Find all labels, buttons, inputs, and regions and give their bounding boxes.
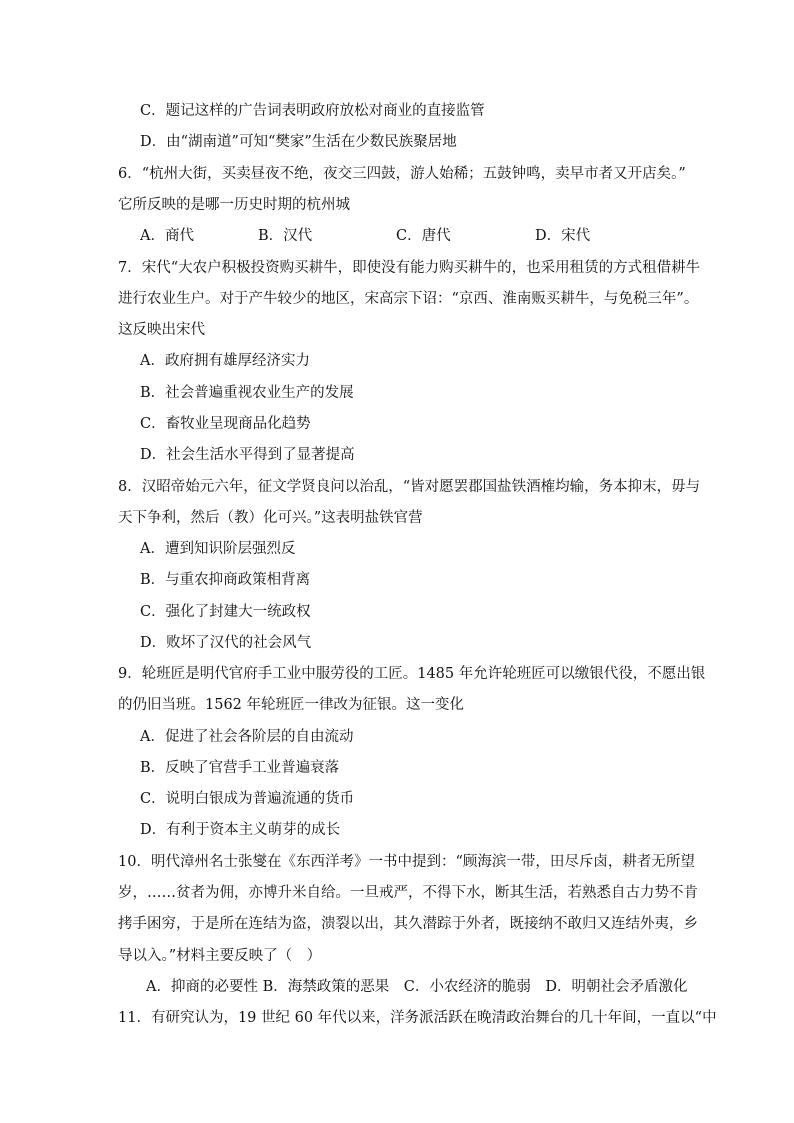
option-d-q8: D．败坏了汉代的社会风气 bbox=[140, 635, 312, 651]
option-b-q6: B．汉代 bbox=[258, 228, 313, 244]
option-c-q9: C．说明白银成为普遍流通的货币 bbox=[140, 791, 355, 807]
option-a-q9: A．促进了社会各阶层的自由流动 bbox=[140, 729, 354, 745]
option-a-q8: A．遭到知识阶层强烈反 bbox=[140, 541, 296, 557]
question-6-line-2: 它所反映的是哪一历史时期的杭州城 bbox=[118, 197, 350, 213]
question-10-options: A．抑商的必要性 B．海禁政策的恶果 C．小农经济的脆弱 D．明朝社会矛盾激化 bbox=[146, 979, 688, 995]
option-c-q8: C．强化了封建大一统政权 bbox=[140, 604, 311, 620]
question-10-line-1: 10．明代漳州名士张燮在《东西洋考》一书中提到：“顾海滨一带，田尽斥卤，耕者无所望 bbox=[118, 854, 695, 870]
question-7-line-3: 这反映出宋代 bbox=[118, 322, 205, 338]
question-7-line-2: 进行农业生户。对于产牛较少的地区，宋高宗下诏：“京西、淮南贩买耕牛，与免税三年”。 bbox=[118, 291, 699, 307]
option-c-q7: C．畜牧业呈现商品化趋势 bbox=[140, 416, 311, 432]
option-d-q6: D．宋代 bbox=[535, 228, 591, 244]
option-c-q6: C．唐代 bbox=[396, 228, 451, 244]
option-b-q7: B．社会普遍重视农业生产的发展 bbox=[140, 385, 354, 401]
option-d-q9: D．有利于资本主义萌芽的成长 bbox=[140, 822, 341, 838]
option-d-q5: D．由“湖南道”可知“樊家”生活在少数民族聚居地 bbox=[140, 134, 457, 150]
option-b-q9: B．反映了官营手工业普遍衰落 bbox=[140, 760, 340, 776]
question-8-line-2: 天下争利，然后（教）化可兴。”这表明盐铁官营 bbox=[118, 510, 423, 526]
option-a-q7: A．政府拥有雄厚经济实力 bbox=[140, 353, 310, 369]
question-9-line-1: 9．轮班匠是明代官府手工业中服劳役的工匠。1485 年允许轮班匠可以缴银代役，不愿出银 bbox=[118, 666, 706, 682]
question-7-line-1: 7．宋代“大农户积极投资购买耕牛，即使没有能力购买耕牛的，也采用租赁的方式租借耕牛 bbox=[118, 260, 701, 276]
option-a-q6: A．商代 bbox=[140, 228, 194, 244]
question-10-line-4: 导以入。”材料主要反映了（ ） bbox=[118, 948, 322, 964]
question-8-line-1: 8．汉昭帝始元六年，征文学贤良问以治乱，“皆对愿罢郡国盐铁酒榷均输，务本抑末，毋与 bbox=[118, 479, 701, 495]
question-10-line-2: 岁，……贫者为佣，亦博升米自给。一旦戒严，不得下水，断其生活，若熟悉自古力势不肯 bbox=[118, 885, 698, 901]
question-11-line-1: 11．有研究认为，19 世纪 60 年代以来，洋务派活跃在晚清政治舞台的几十年间，一直以“中 bbox=[118, 1010, 717, 1026]
question-10-line-3: 拷手困穷，于是所在连结为盗，溃裂以出，其久潜踪于外者，既接纳不敢归又连结外夷，乡 bbox=[118, 916, 698, 932]
question-9-line-2: 的仍旧当班。1562 年轮班匠一律改为征银。这一变化 bbox=[118, 697, 465, 713]
option-c-q5: C．题记这样的广告词表明政府放松对商业的直接监管 bbox=[140, 103, 485, 119]
option-b-q8: B．与重农抑商政策相背离 bbox=[140, 572, 311, 588]
option-d-q7: D．社会生活水平得到了显著提高 bbox=[140, 447, 355, 463]
question-6-line-1: 6．“杭州大街，买卖昼夜不绝，夜交三四鼓，游人始稀；五鼓钟鸣，卖早市者又开店矣。” bbox=[118, 166, 686, 182]
